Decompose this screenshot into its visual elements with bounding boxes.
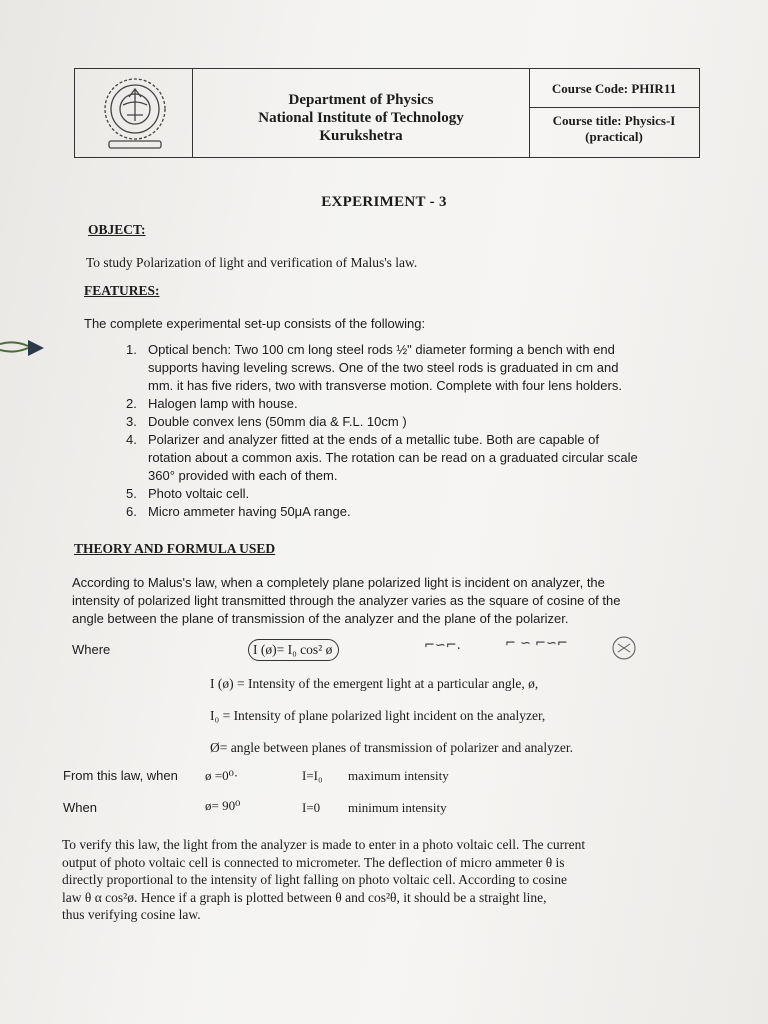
handwritten-circle-icon <box>606 630 646 666</box>
header-divider <box>529 107 699 108</box>
list-item: 2. Halogen lamp with house. <box>126 396 298 411</box>
features-list <box>126 341 686 521</box>
header-divider <box>529 69 530 157</box>
features-heading: FEATURES: <box>84 283 160 298</box>
institute-name: National Institute of Technology <box>258 110 464 126</box>
case-label: When <box>63 800 97 815</box>
case-angle: ø =0⁰· <box>205 768 239 783</box>
file-tag-icon <box>0 336 46 360</box>
verification-paragraph: To verify this law, the light from the analyzer is made to enter in a photo voltaic cell. The current output of photo voltaic cell is connected to micrometer. The deflection of micro ammeter θ is directly proportional to the intensity of light falling on photo voltaic cell. According to cosine law θ α cos²ø. Hence if a graph is plotted between θ and cos²θ, it should be a straight line, thus verifying cosine law. <box>62 837 586 923</box>
institute-city: Kurukshetra <box>319 128 403 144</box>
definition-intensity: I (ø) = Intensity of the emergent light at a particular angle, ø, <box>210 676 539 691</box>
handwritten-scribble: ⌐∽⌐. <box>424 638 461 653</box>
theory-paragraph: According to Malus's law, when a completely plane polarized light is incident on analyzer, the intensity of polarized light transmitted through the analyzer varies as the square of cosine of the angle between the plane of transmission of the analyzer and the plane of the polarizer. <box>72 575 621 626</box>
case-intensity: I=I₀ <box>302 768 323 783</box>
list-item: 4. Polarizer and analyzer fitted at the ends of a metallic tube. Both are capable of rotation about a common axis. The rotation can be read on a graduated circular scale 360° provided with each of them. <box>126 432 638 483</box>
handwritten-scribble: ⌐ ∽ ⌐∽⌐ <box>505 636 568 651</box>
features-intro: The complete experimental set-up consists of the following: <box>84 316 426 331</box>
case-description: minimum intensity <box>348 800 447 815</box>
institute-seal-icon <box>93 75 177 151</box>
object-heading: OBJECT: <box>88 222 146 237</box>
where-label: Where <box>72 642 111 657</box>
list-item: 6. Micro ammeter having 50μA range. <box>126 504 351 519</box>
case-angle: ø= 90⁰ <box>205 798 241 813</box>
experiment-title: EXPERIMENT - 3 <box>321 194 447 210</box>
list-item: 5. Photo voltaic cell. <box>126 486 250 501</box>
case-label: From this law, when <box>63 768 178 783</box>
header-box <box>74 68 700 158</box>
definition-incident-intensity: I₀ = Intensity of plane polarized light incident on the analyzer, <box>210 708 546 723</box>
list-item: 3. Double convex lens (50mm dia & F.L. 10cm ) <box>126 414 407 429</box>
course-title: Course title: Physics-I <box>552 113 676 128</box>
definition-angle: Ø= angle between planes of transmission of polarizer and analyzer. <box>210 740 573 755</box>
course-code: Course Code: PHIR11 <box>551 81 677 96</box>
list-item: 1. Optical bench: Two 100 cm long steel rods ½" diameter forming a bench with end supports having leveling screws. One of the two steel rods is graduated in cm and mm. it has five riders, two with transverse motion. Complete with four lens holders. <box>126 342 622 393</box>
course-title-sub: (practical) <box>585 129 643 144</box>
object-text: To study Polarization of light and verification of Malus's law. <box>86 255 418 270</box>
theory-heading: THEORY AND FORMULA USED <box>74 541 276 556</box>
case-description: maximum intensity <box>348 768 449 783</box>
department-name: Department of Physics <box>288 92 434 108</box>
case-intensity: I=0 <box>302 800 321 815</box>
malus-formula: I (ø)= I₀ cos² ø <box>248 639 339 661</box>
